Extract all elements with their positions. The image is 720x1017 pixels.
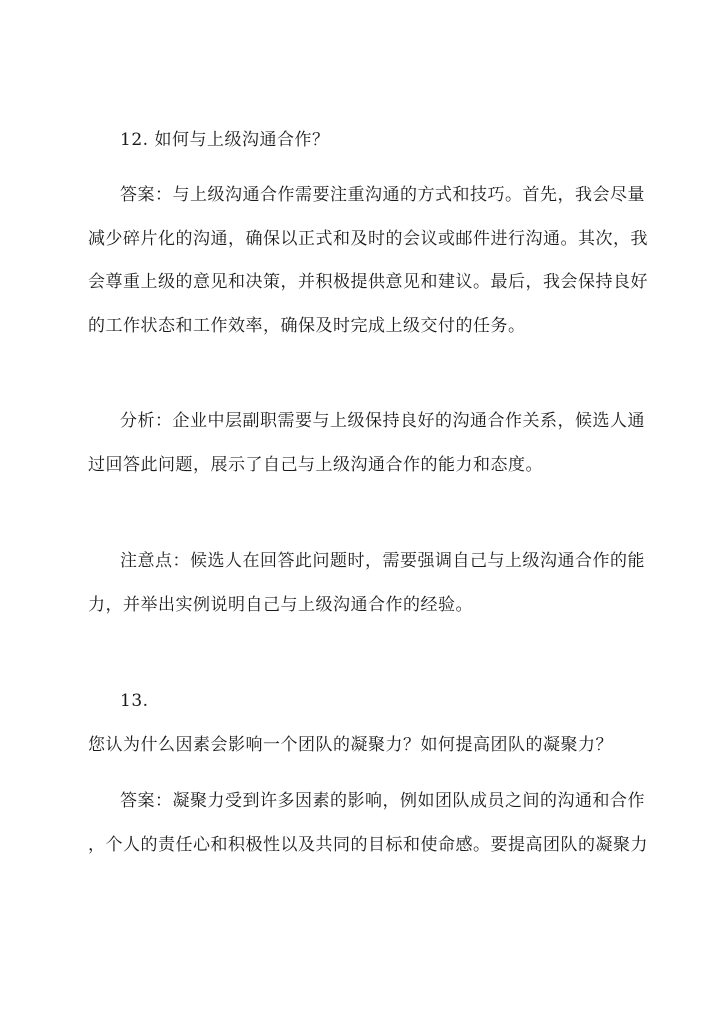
q13-answer-line: ，个人的责任心和积极性以及共同的目标和使命感。要提高团队的凝聚力 — [88, 835, 648, 855]
q12-analysis-line: 分析：企业中层副职需要与上级保持良好的沟通合作关系，候选人通 — [120, 411, 645, 431]
q12-analysis-line: 过回答此问题，展示了自己与上级沟通合作的能力和态度。 — [88, 455, 543, 475]
question-12-title: 12. 如何与上级沟通合作？ — [120, 130, 330, 150]
question-13-text: 您认为什么因素会影响一个团队的凝聚力？如何提高团队的凝聚力？ — [88, 735, 613, 755]
q12-note-line: 注意点：候选人在回答此问题时，需要强调自己与上级沟通合作的能 — [120, 551, 645, 571]
question-13-number: 13. — [120, 691, 149, 711]
q12-answer-line: 会尊重上级的意见和决策，并积极提供意见和建议。最后，我会保持良好 — [88, 272, 648, 292]
q12-answer-line: 的工作状态和工作效率，确保及时完成上级交付的任务。 — [88, 316, 526, 336]
q12-answer-line: 答案：与上级沟通合作需要注重沟通的方式和技巧。首先，我会尽量 — [120, 185, 645, 205]
q12-answer-line: 减少碎片化的沟通，确保以正式和及时的会议或邮件进行沟通。其次，我 — [88, 229, 648, 249]
q13-answer-line: 答案：凝聚力受到许多因素的影响，例如团队成员之间的沟通和合作 — [120, 791, 645, 811]
q12-note-line: 力，并举出实例说明自己与上级沟通合作的经验。 — [88, 595, 473, 615]
